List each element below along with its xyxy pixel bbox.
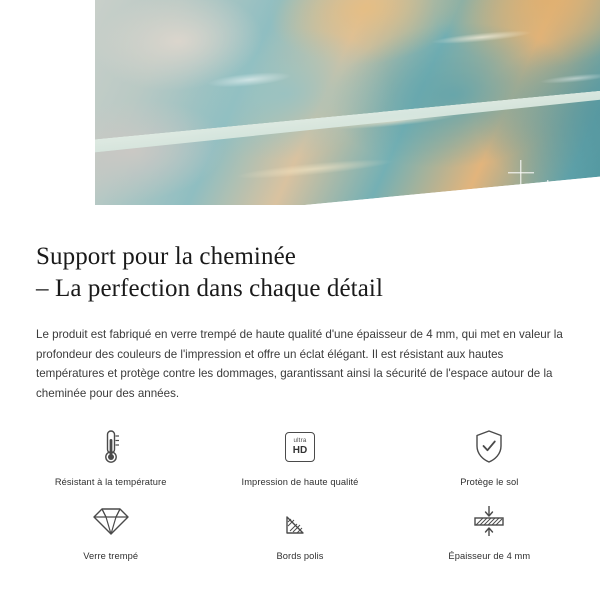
feature-item-temperature <box>16 425 205 487</box>
feature-label: Impression de haute qualité <box>241 477 359 487</box>
content-area <box>0 241 600 403</box>
hero-left-mask <box>0 0 95 215</box>
ultra-hd-icon <box>285 425 315 469</box>
headline-line-1: Support pour la cheminée <box>36 243 296 270</box>
hero-image <box>0 0 600 215</box>
feature-item-thickness <box>395 499 584 561</box>
feature-label: Épaisseur de 4 mm <box>448 551 531 561</box>
feature-item-polished-edges <box>205 499 394 561</box>
thickness-icon <box>469 499 509 543</box>
shield-check-icon <box>472 425 506 469</box>
diamond-icon <box>91 499 131 543</box>
feature-item-tempered-glass <box>16 499 205 561</box>
polished-edges-icon <box>283 499 317 543</box>
ultra-hd-top-label: ultra <box>293 437 307 445</box>
hero-bottom-mask <box>0 205 600 215</box>
page-title <box>36 241 564 305</box>
headline-line-2: – La perfection dans chaque détail <box>36 275 383 302</box>
sparkle-icon <box>540 180 556 196</box>
ultra-hd-bottom-label: HD <box>292 444 308 456</box>
feature-item-floor-protection <box>395 425 584 487</box>
feature-label: Verre trempé <box>83 551 139 561</box>
product-description-text: Le produit est fabriqué en verre trempé de haute qualité d'une épaisseur de 4 mm, qui met en valeur la profondeur des couleurs de l'impression et offre un éclat élégant. Il est résistant aux hautes températures et protège contre les dommages, garantissant ainsi la sécurité de l'espace autour de la cheminée pour des années. <box>36 328 563 400</box>
thermometer-icon <box>94 425 128 469</box>
feature-label: Résistant à la température <box>54 477 167 487</box>
feature-label: Protège le sol <box>460 477 519 487</box>
feature-item-print-quality <box>205 425 394 487</box>
feature-label: Bords polis <box>276 551 324 561</box>
feature-grid <box>0 425 600 561</box>
